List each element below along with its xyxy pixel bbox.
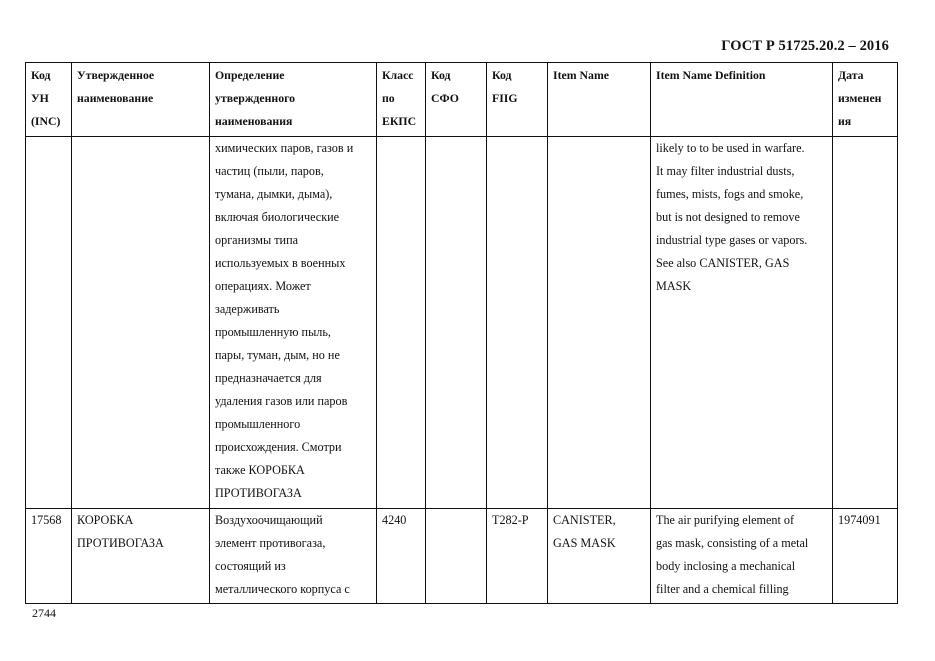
column-header-change-date: Дата изменен ия xyxy=(833,63,898,137)
cell-approved-name xyxy=(72,137,210,509)
column-header-item-name: Item Name xyxy=(548,63,651,137)
cell-definition: химических паров, газов и частиц (пыли, паров, тумана, дымки, дыма), включая биологические организмы типа используемых в военных операциях. Может задерживать промышленную пыль, пары, туман, дым, но не предназначается для удаления газов или паров промышленного происхождения. Смотри также КОРОБКА ПРОТИВОГАЗА xyxy=(210,137,377,509)
column-header-approved-name: Утвержденное наименование xyxy=(72,63,210,137)
column-header-item-name-definition: Item Name Definition xyxy=(651,63,833,137)
column-header-inc: Код УН (INC) xyxy=(26,63,72,137)
cell-class: 4240 xyxy=(377,509,426,604)
cell-inc xyxy=(26,137,72,509)
cell-definition: Воздухоочищающий элемент противогаза, состоящий из металлического корпуса с xyxy=(210,509,377,604)
cell-fiig xyxy=(487,137,548,509)
cell-approved-name: КОРОБКА ПРОТИВОГАЗА xyxy=(72,509,210,604)
page-number: 2744 xyxy=(32,606,56,620)
table-header-row xyxy=(26,63,898,137)
table-row xyxy=(26,509,898,604)
cell-class xyxy=(377,137,426,509)
column-header-class: Класс по ЕКПС xyxy=(377,63,426,137)
document-header: ГОСТ Р 51725.20.2 – 2016 xyxy=(721,38,889,54)
column-header-fiig: Код FIIG xyxy=(487,63,548,137)
column-header-sfo: Код СФО xyxy=(426,63,487,137)
cell-fiig: T282-P xyxy=(487,509,548,604)
cell-change-date: 1974091 xyxy=(833,509,898,604)
cell-inc: 17568 xyxy=(26,509,72,604)
table-row xyxy=(26,137,898,509)
cell-item-name-definition: The air purifying element of gas mask, consisting of a metal body inclosing a mechanical filter and a chemical filling xyxy=(651,509,833,604)
classification-table xyxy=(25,62,898,604)
cell-sfo xyxy=(426,137,487,509)
cell-item-name: CANISTER, GAS MASK xyxy=(548,509,651,604)
cell-sfo xyxy=(426,509,487,604)
cell-item-name-definition: likely to to be used in warfare. It may filter industrial dusts, fumes, mists, fogs and smoke, but is not designed to remove industrial type gases or vapors. See also CANISTER, GAS MASK xyxy=(651,137,833,509)
column-header-definition: Определение утвержденного наименования xyxy=(210,63,377,137)
cell-item-name xyxy=(548,137,651,509)
cell-change-date xyxy=(833,137,898,509)
